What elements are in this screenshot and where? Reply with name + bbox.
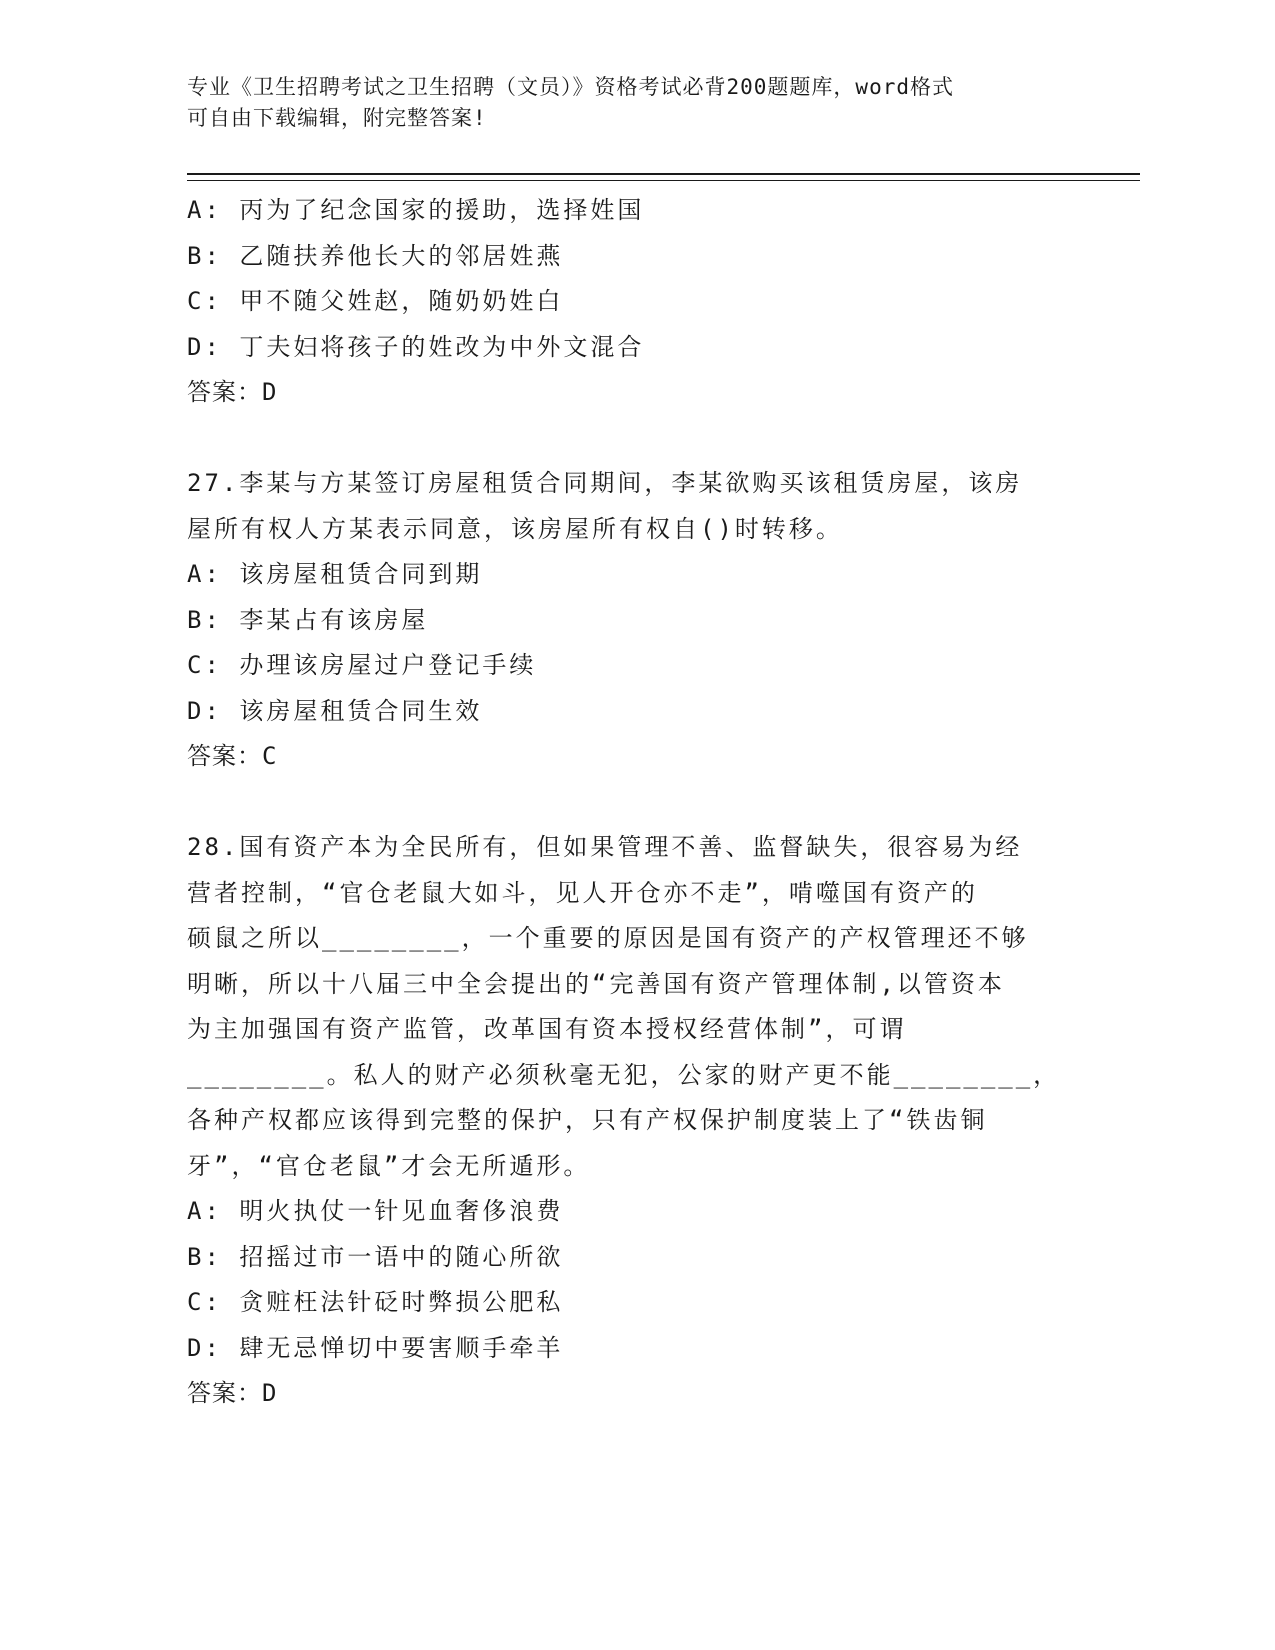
- spacer: [187, 416, 1087, 462]
- document-header: [187, 72, 1087, 134]
- q26-option-c: C: 甲不随父姓赵，随奶奶姓白: [187, 287, 564, 315]
- q27-stem-line-1: 27.李某与方某签订房屋租赁合同期间，李某欲购买该租赁房屋，该房: [187, 469, 1023, 497]
- q28-stem-line-5: 为主加强国有资产监管，改革国有资本授权经营体制”，可谓: [187, 1015, 907, 1043]
- q27-option-b: B: 李某占有该房屋: [187, 605, 429, 634]
- q27-stem-line-2: 屋所有权人方某表示同意，该房屋所有权自()时转移。: [187, 514, 843, 543]
- q27-option-d: D: 该房屋租赁合同生效: [187, 696, 483, 725]
- header-title-line-1: 专业《卫生招聘考试之卫生招聘（文员）》资格考试必背200题题库，word格式: [187, 75, 954, 99]
- question-content: [187, 188, 1087, 1417]
- header-divider-thick: [187, 173, 1140, 175]
- q28-option-c: C: 贪赃枉法针砭时弊损公肥私: [187, 1288, 564, 1316]
- q26-option-a: A: 丙为了纪念国家的援助，选择姓国: [187, 196, 645, 224]
- q26-option-d: D: 丁夫妇将孩子的姓改为中外文混合: [187, 332, 645, 361]
- spacer: [187, 780, 1087, 826]
- question-28-block: [187, 825, 1087, 1417]
- question-26-block: [187, 188, 1087, 416]
- q28-stem-line-4: 明晰，所以十八届三中全会提出的“完善国有资产管理体制,以管资本: [187, 969, 1005, 998]
- q28-stem-line-1: 28.国有资产本为全民所有，但如果管理不善、监督缺失，很容易为经: [187, 833, 1023, 861]
- q28-answer: 答案：D: [187, 1379, 278, 1407]
- header-divider-thin: [187, 180, 1140, 181]
- q28-option-b: B: 招摇过市一语中的随心所欲: [187, 1242, 564, 1271]
- q28-option-d: D: 肆无忌惮切中要害顺手牵羊: [187, 1333, 564, 1362]
- q27-option-c: C: 办理该房屋过户登记手续: [187, 651, 537, 679]
- question-27-block: [187, 461, 1087, 780]
- q26-option-b: B: 乙随扶养他长大的邻居姓燕: [187, 241, 564, 270]
- q28-stem-line-7: 各种产权都应该得到完整的保护，只有产权保护制度装上了“铁齿铜: [187, 1106, 988, 1134]
- q27-answer: 答案：C: [187, 742, 278, 770]
- q28-stem-line-3: 硕鼠之所以________，一个重要的原因是国有资产的产权管理还不够: [187, 924, 1029, 952]
- q28-stem-line-2: 营者控制，“官仓老鼠大如斗，见人开仓亦不走”，啃噬国有资产的: [187, 878, 978, 907]
- header-title-line-2: 可自由下载编辑，附完整答案!: [187, 106, 487, 130]
- q28-stem-line-8: 牙”，“官仓老鼠”才会无所遁形。: [187, 1151, 591, 1180]
- q28-option-a: A: 明火执仗一针见血奢侈浪费: [187, 1197, 564, 1225]
- q27-option-a: A: 该房屋租赁合同到期: [187, 560, 483, 588]
- q28-stem-line-6: ________。私人的财产必须秋毫无犯，公家的财产更不能________，: [187, 1060, 1061, 1089]
- q26-answer: 答案：D: [187, 378, 278, 406]
